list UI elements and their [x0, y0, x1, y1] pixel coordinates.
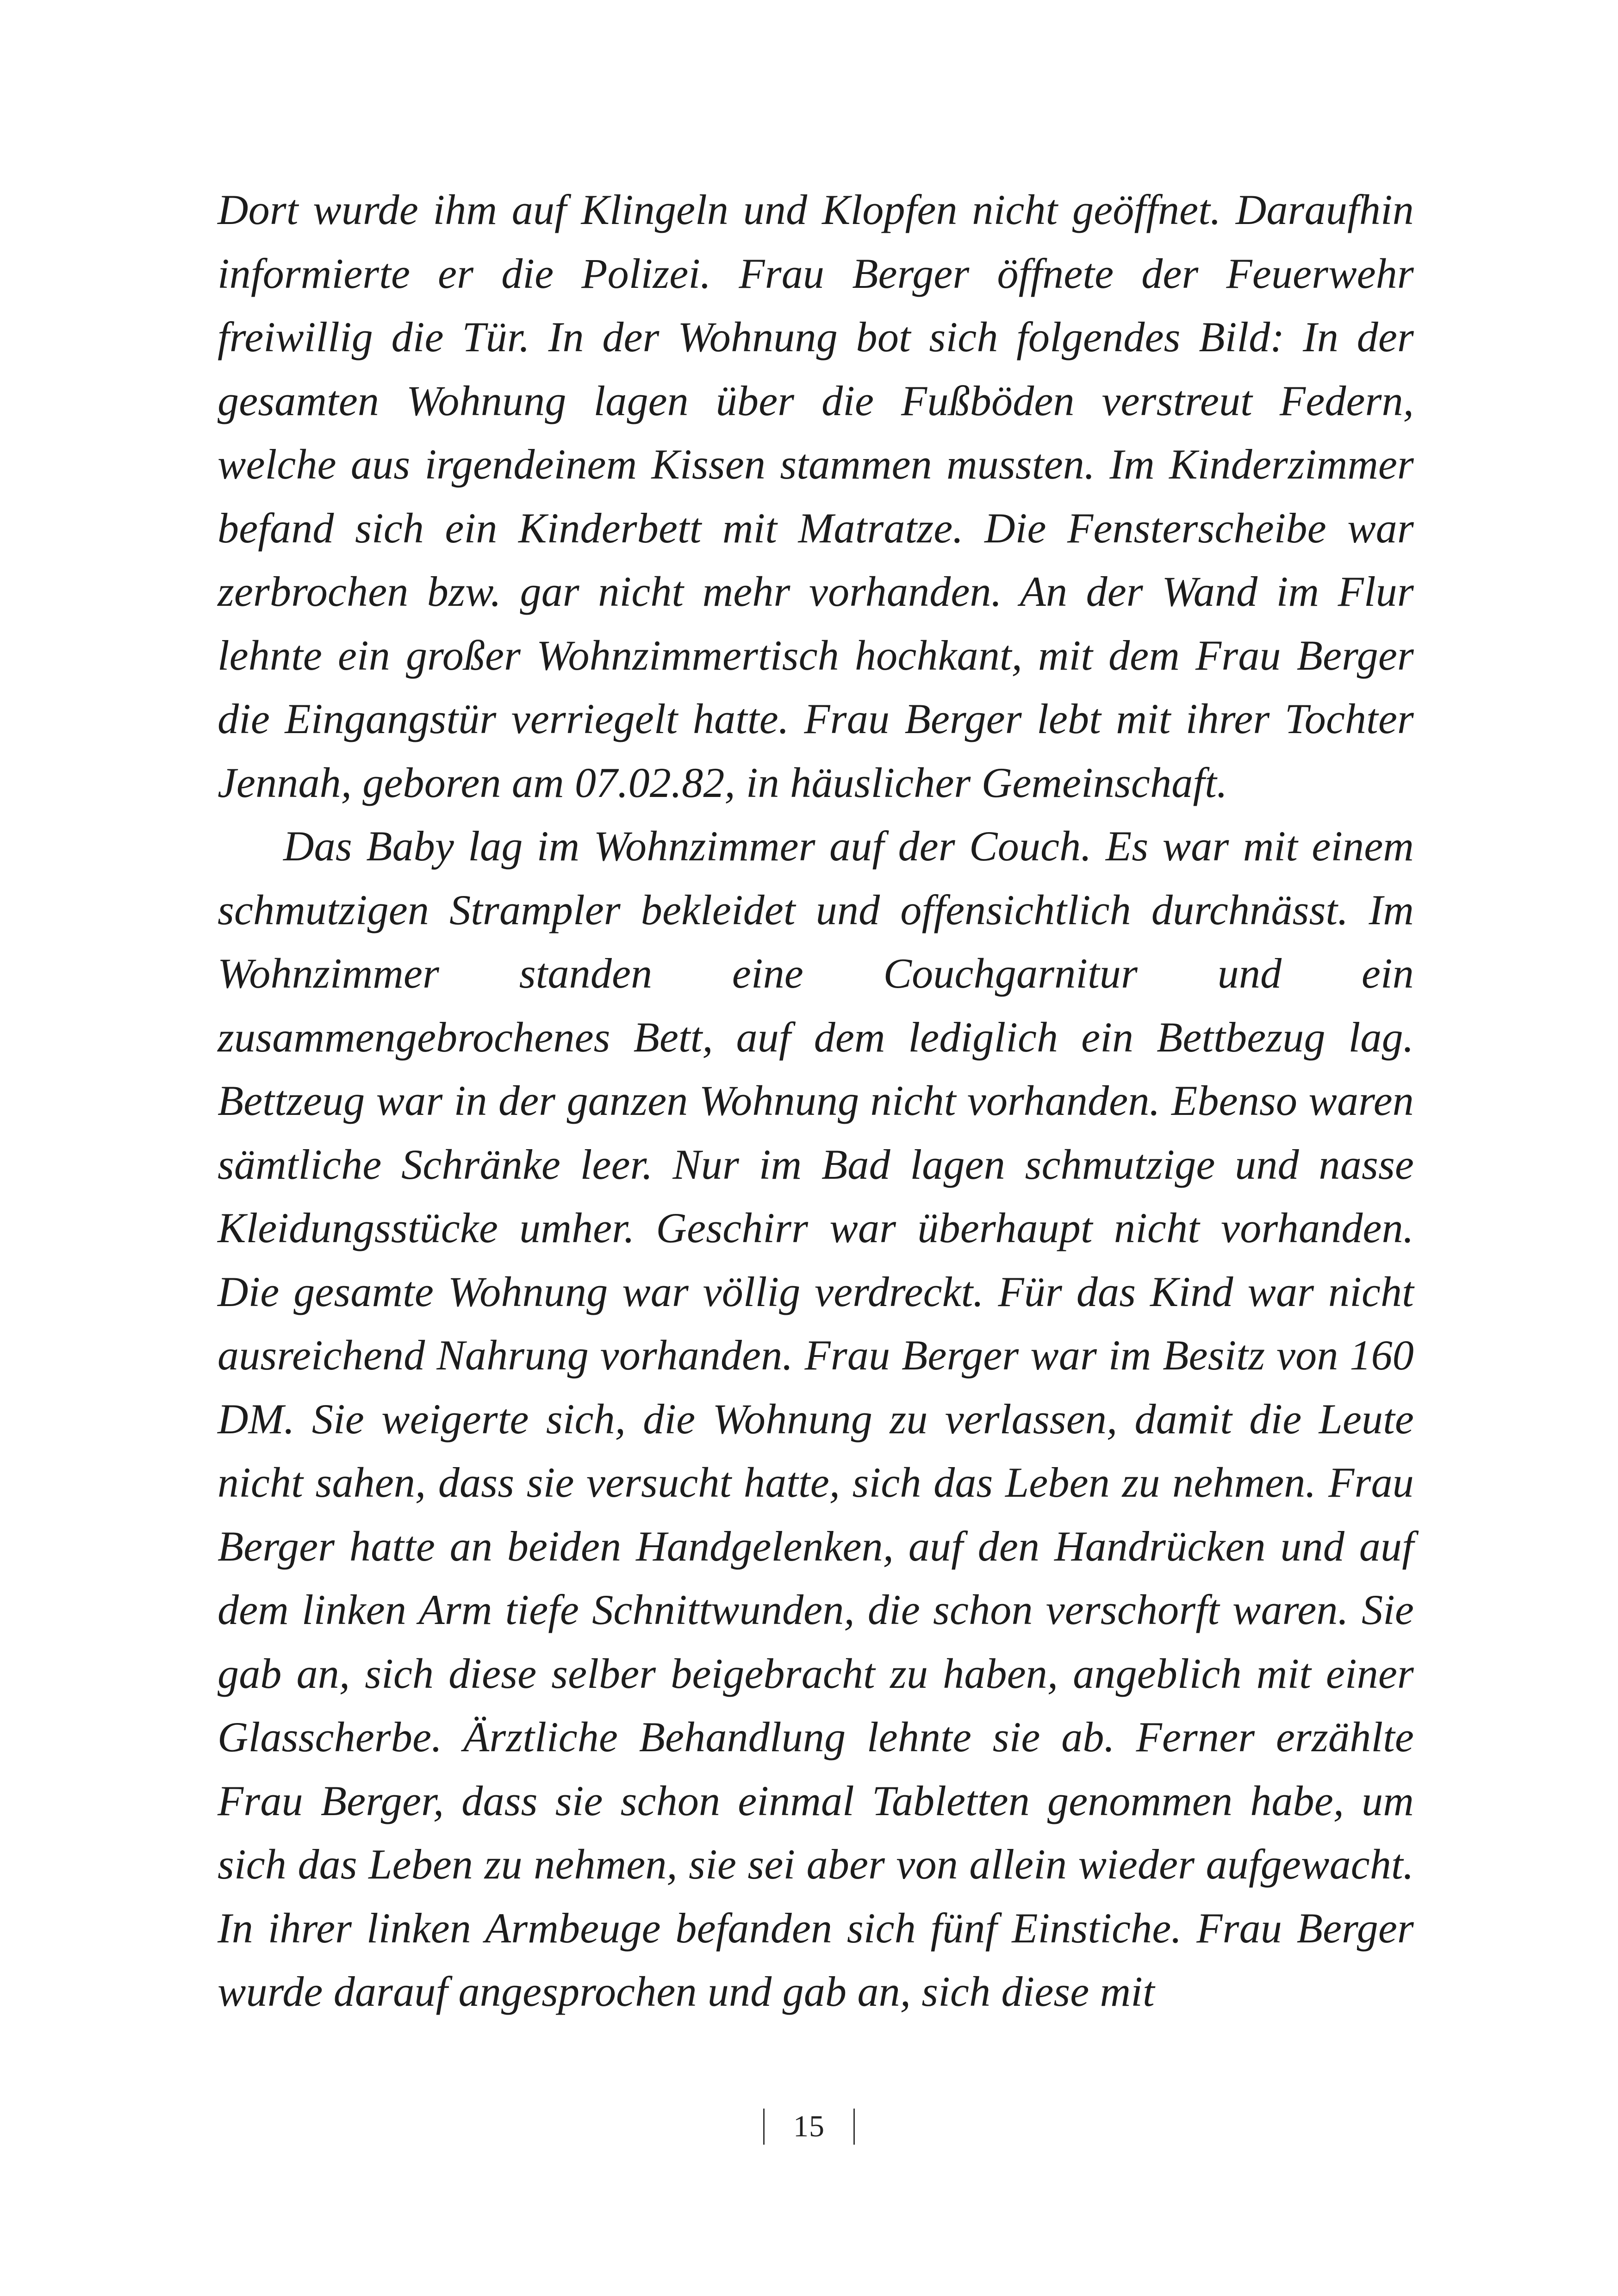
folio-left-rule	[763, 2109, 765, 2145]
folio-right-rule	[853, 2109, 855, 2145]
paragraph-1: Dort wurde ihm auf Klingeln und Klopfen nicht geöffnet. Daraufhin informierte er die Polizei. Frau Berger öffnete der Feuerwehr freiwillig die Tür. In der Wohnung bot sich folgendes Bild: In der gesamten Wohnung lagen über die Fußböden verstreut Federn, welche aus irgendeinem Kissen stammen mussten. Im Kinderzimmer befand sich ein Kinderbett mit Matratze. Die Fensterscheibe war zerbrochen bzw. gar nicht mehr vorhanden. An der Wand im Flur lehnte ein großer Wohnzimmertisch hochkant, mit dem Frau Berger die Eingangstür verriegelt hatte. Frau Berger lebt mit ihrer Tochter Jennah, geboren am 07.02.82, in häuslicher Gemeinschaft.	[218, 186, 1414, 806]
paragraph-2: Das Baby lag im Wohnzimmer auf der Couch. Es war mit einem schmutzigen Strampler bekleidet und offensichtlich durchnässt. Im Wohnzimmer standen eine Couchgarnitur und ein zusammengebrochenes Bett, auf dem lediglich ein Bettbezug lag. Bettzeug war in der ganzen Wohnung nicht vorhanden. Ebenso waren sämtliche Schränke leer. Nur im Bad lagen schmutzige und nasse Kleidungsstücke umher. Geschirr war überhaupt nicht vorhanden. Die gesamte Wohnung war völlig verdreckt. Für das Kind war nicht ausreichend Nahrung vorhanden. Frau Berger war im Besitz von 160 DM. Sie weigerte sich, die Wohnung zu verlassen, damit die Leute nicht sahen, dass sie versucht hatte, sich das Leben zu nehmen. Frau Berger hatte an beiden Handgelenken, auf den Handrücken und auf dem linken Arm tiefe Schnittwunden, die schon verschorft waren. Sie gab an, sich diese selber beigebracht zu haben, angeblich mit einer Glasscherbe. Ärztliche Behandlung lehnte sie ab. Ferner erzählte Frau Berger, dass sie schon einmal Tabletten genommen habe, um sich das Leben zu nehmen, sie sei aber von allein wieder aufgewacht. In ihrer linken Armbeuge befanden sich fünf Einstiche. Frau Berger wurde darauf angesprochen und gab an, sich diese mit	[218, 822, 1414, 2015]
page-number: 15	[793, 2109, 825, 2143]
body-text	[218, 178, 1414, 2024]
page-footer	[0, 2101, 1618, 2152]
